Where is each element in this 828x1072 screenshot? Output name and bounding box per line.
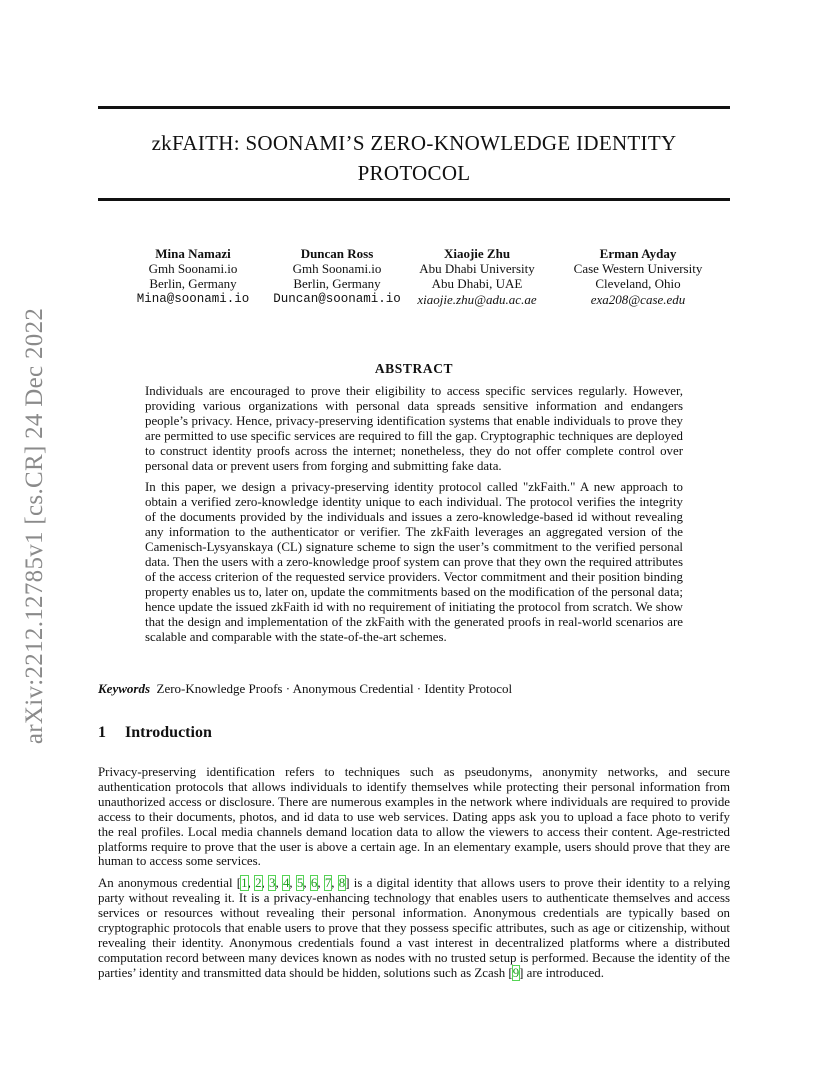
author-email: Duncan@soonami.io [273, 291, 401, 306]
citation-link[interactable]: 3 [269, 876, 276, 891]
section-title: Introduction [125, 724, 212, 741]
abstract-heading: ABSTRACT [374, 361, 454, 376]
intro-text: An anonymous credential [ [98, 876, 242, 891]
author-affiliation: Gmh Soonami.io [292, 261, 382, 277]
author-name: Xiaojie Zhu [443, 246, 511, 261]
keywords-text: Zero-Knowledge Proofs · Anonymous Credential · Identity Protocol [156, 681, 513, 696]
arxiv-sidebar [20, 286, 50, 766]
author-email: xiaojie.zhu@adu.ac.ae [417, 291, 537, 307]
author-location: Cleveland, Ohio [595, 276, 681, 292]
author-email: exa208@case.edu [590, 291, 686, 307]
intro-paragraph: An anonymous credential [1, 2, 3, 4, 5, 6, 7, 8] is a digital identity that allows users to prove their identity to a relying party without revealing it. It is a privacy-enhancing technology that enables users to authenticate themselves and access services or resources without revealing their personal information. Anonymous credentials are typically based on cryptographic protocols that enable users to prove that they possess specific attributes, such as age or citizenship, without revealing their identity. Anonymous credentials found a vast interest in decentralized platforms where a distributed computation record between many devices known as nodes with no trusted setup is performed. Because the identity of the parties’ identity and transmitted data should be hidden, solutions such as Zcash [9] are introduced. [98, 876, 731, 980]
citation-link[interactable]: 4 [282, 876, 290, 891]
keywords-line [98, 681, 730, 697]
intro-paragraph: Privacy-preserving identification refers to techniques such as pseudonyms, anonymity networks, and secure authentication protocols that allows individuals to identify themselves while protecting their personal information from unauthorized access or disclosure. There are numerous examples in the network where individuals are required to provide access to their documents, photos, and id data to use web services. Dating apps ask you to upload a face photo to verify the real profiles. Local media channels demand location data to allow the viewers to access their content. Age-restricted platforms require to prove that the user is above a certain age. In an elementary example, users should prove that they are human to access some services. [98, 765, 730, 869]
author-email: Mina@soonami.io [136, 291, 250, 306]
abstract-paragraph: Individuals are encouraged to prove their eligibility to access specific services regularly. However, providing various organizations with personal data spreads sensitive information and endangers people’s privacy. Hence, privacy-preserving identification systems that enable individuals to prove they are permitted to use specific services are required to fill the gap. Cryptographic techniques are deployed to construct identity proofs across the internet; nonetheless, they do not offer complete control over personal data or prevent users from forging and submitting fake data. [145, 384, 683, 473]
citation-link[interactable]: 8 [338, 876, 346, 891]
author-name: Mina Namazi [155, 246, 231, 261]
title-bottom-rule [98, 198, 730, 201]
section-number: 1 [98, 724, 106, 741]
author-name: Duncan Ross [300, 246, 374, 261]
paper-title [98, 128, 730, 188]
author-affiliation: Gmh Soonami.io [148, 261, 238, 277]
author-location: Abu Dhabi, UAE [431, 276, 523, 292]
author-card [392, 246, 562, 307]
author-name: Erman Ayday [599, 246, 677, 261]
citation-link[interactable]: 7 [324, 876, 332, 891]
title-top-rule [98, 106, 730, 109]
abstract-body [145, 384, 683, 651]
section-heading [98, 724, 212, 742]
author-location: Berlin, Germany [293, 276, 381, 292]
arxiv-id-label: arXiv:2212.12785v1 [cs.CR] 24 Dec 2022 [21, 307, 48, 745]
citation-link[interactable]: 9 [512, 965, 520, 980]
introduction-body [98, 765, 730, 988]
citation-link[interactable]: 1 [241, 876, 248, 891]
intro-text: ] is a digital identity that allows users to prove their identity to a relying party without revealing it. It is a privacy-enhancing technology that enables users to authenticate themselves and access services or resources without revealing their personal information. Anonymous credentials are typically based on cryptographic protocols that enable users to prove that they possess specific attributes, such as age or citizenship, without revealing their identity. Anonymous credentials found a vast interest in decentralized platforms where a distributed computation record between many devices known as nodes with no trusted setup is performed. Because the identity of the parties’ identity and transmitted data should be hidden, solutions such as Zcash [ [98, 876, 731, 980]
abstract-paragraph: In this paper, we design a privacy-preserving identity protocol called "zkFaith." A new approach to obtain a verified zero-knowledge identity unique to each individual. The protocol verifies the integrity of the documents provided by the individuals and issues a zero-knowledge-based id without revealing any information to the authenticator or verifier. The zkFaith leverages an aggregated version of the Camenisch-Lysyanskaya (CL) signature scheme to sign the user’s commitment to the verified personal data. Then the users with a zero-knowledge proof system can prove that they own the required attributes of the access criterion of the requested service providers. Vector commitment and their position binding property enables us to, later on, update the commitments based on the modification of the personal data; hence update the issued zkFaith id with no requirement of initiating the protocol from scratch. We show that the design and implementation of the zkFaith with the generated proofs in real-world scenarios are scalable and comparable with the state-of-the-art schemes. [145, 480, 683, 644]
author-card [553, 246, 723, 307]
author-location: Berlin, Germany [149, 276, 237, 292]
author-block [98, 246, 730, 308]
keywords-label: Keywords [98, 681, 150, 696]
author-affiliation: Abu Dhabi University [419, 261, 535, 277]
author-affiliation: Case Western University [573, 261, 703, 277]
title-line-1: zkFAITH: SOONAMI’S ZERO-KNOWLEDGE IDENTITY [151, 131, 677, 155]
citation-link[interactable]: 2 [255, 876, 262, 891]
intro-text: ] are introduced. [519, 965, 604, 980]
title-line-2: PROTOCOL [357, 161, 471, 185]
citation-link[interactable]: 5 [296, 876, 304, 891]
citation-link[interactable]: 6 [310, 876, 318, 891]
